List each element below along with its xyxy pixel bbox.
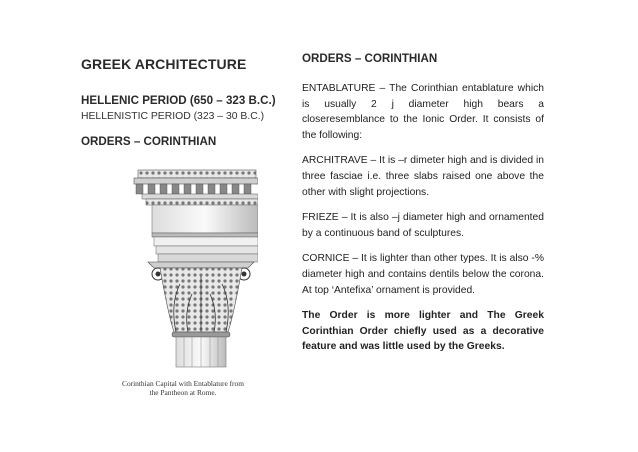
caption-line-2: the Pantheon at Rome. bbox=[149, 388, 217, 397]
caption-line-1: Corinthian Capital with Entablature from bbox=[122, 379, 244, 388]
hellenistic-period-heading: HELLENISTIC PERIOD (323 – 30 B.C.) bbox=[81, 111, 265, 122]
architrave-paragraph: ARCHITRAVE – It is –r dimeter high and is divided in three fasciae i.e. three slabs raised one above the other with slight projections. bbox=[302, 155, 544, 198]
summary-paragraph: The Order is more lighter and The Greek Corinthian Order chiefly used as a decorative feature and was little used by the Greeks. bbox=[302, 310, 544, 353]
frieze-paragraph: FRIEZE – It is also –j diameter high and ornamented by a continuous band of sculptures. bbox=[302, 212, 544, 239]
corinthian-capital-illustration bbox=[108, 164, 258, 369]
cornice-paragraph: CORNICE – It is lighter than other types. It is also -% diameter high and contains dentils below the corona. At top ‘Antefixa’ ornament is provided. bbox=[302, 253, 544, 296]
figure-caption bbox=[93, 379, 273, 397]
orders-corinthian-heading-left: ORDERS – CORINTHIAN bbox=[81, 135, 217, 148]
entablature-paragraph: ENTABLATURE – The Corinthian entablature which is usually 2 j diameter high bears a closeresemblance to the Ionic Order. It consists of the following: bbox=[302, 83, 544, 141]
right-column bbox=[302, 52, 544, 365]
main-title: GREEK ARCHITECTURE bbox=[81, 56, 247, 72]
orders-corinthian-heading-right: ORDERS – CORINTHIAN bbox=[302, 52, 438, 65]
left-column bbox=[81, 56, 281, 72]
hellenic-period-heading: HELLENIC PERIOD (650 – 323 B.C.) bbox=[81, 94, 276, 107]
